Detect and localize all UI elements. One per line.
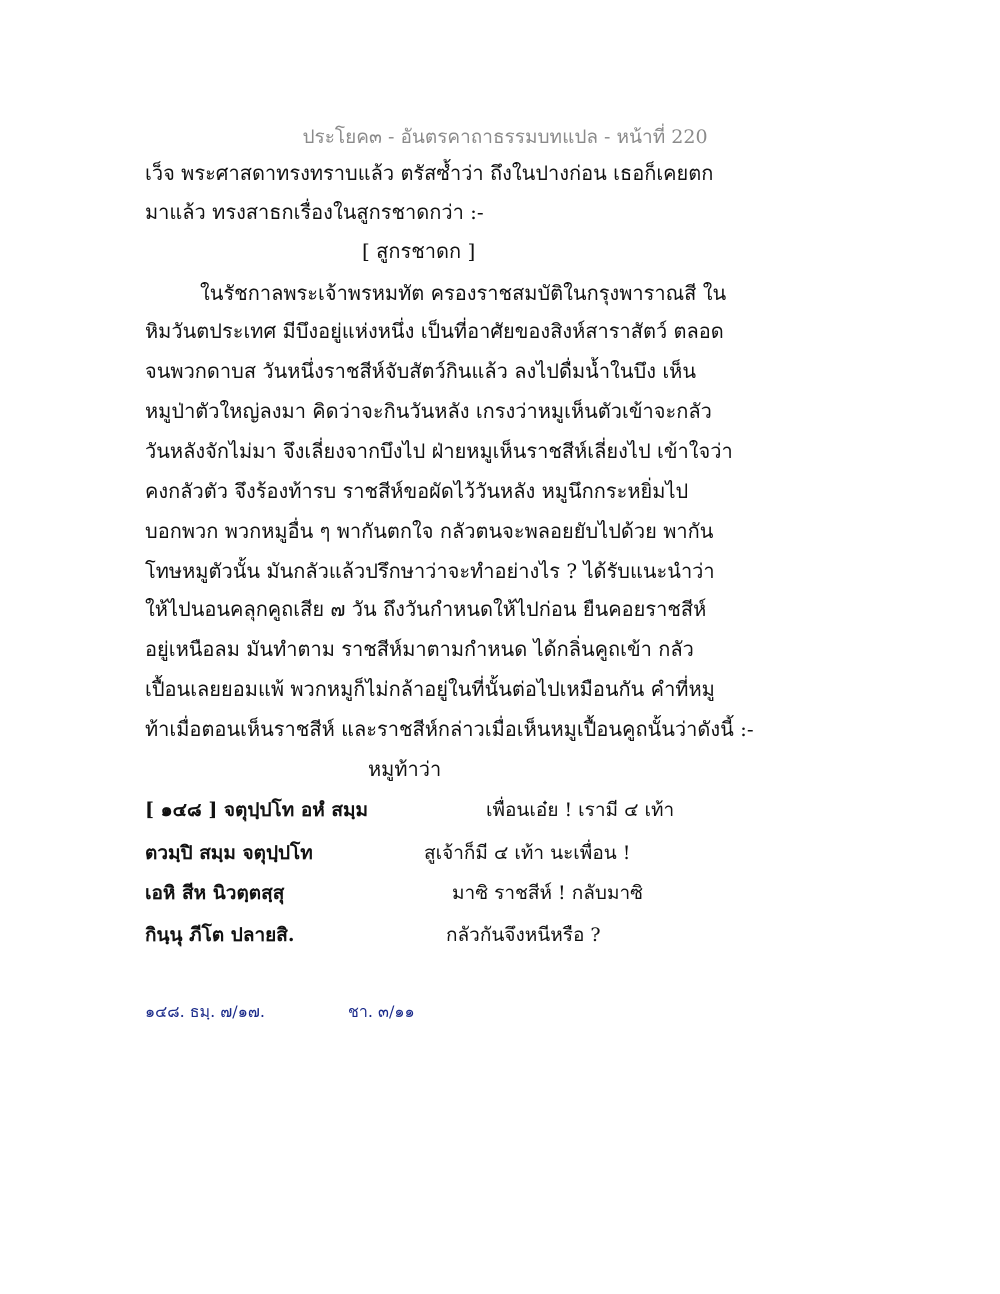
body-line: บอกพวก พวกหมูอื่น ๆ พากันตกใจ กลัวตนจะพลอยยับไปด้วย พากัน bbox=[145, 519, 714, 543]
body-line: ให้ไปนอนคลุกคูถเสีย ๗ วัน ถึงวันกำหนดให้ไปก่อน ยืนคอยราชสีห์ bbox=[145, 597, 707, 621]
body-line: เปื้อนเลยยอมแพ้ พวกหมูก็ไม่กล้าอยู่ในที่นั้นต่อไปเหมือนกัน คำที่หมู bbox=[145, 677, 715, 701]
intro-line: เว็จ พระศาสดาทรงทราบแล้ว ตรัสซ้ำว่า ถึงในปางก่อน เธอก็เคยตก bbox=[145, 161, 714, 185]
page-header: ประโยค๓ - อันตรคาถาธรรมบทแปล - หน้าที่ 220 bbox=[302, 126, 708, 148]
intro-line: มาแล้ว ทรงสาธกเรื่องในสูกรชาดกว่า :- bbox=[145, 200, 484, 224]
verse-pali: กินฺนุ ภีโต ปลายสิ. bbox=[145, 924, 295, 946]
verse-translation: สูเจ้าก็มี ๔ เท้า นะเพื่อน ! bbox=[424, 842, 631, 864]
verse-translation: กลัวกันจึงหนีหรือ ? bbox=[446, 924, 601, 946]
verse-translation: มาซิ ราชสีห์ ! กลับมาซิ bbox=[452, 882, 644, 904]
body-line: ท้าเมื่อตอนเห็นราชสีห์ และราชสีห์กล่าวเมื่อเห็นหมูเปื้อนคูถนั้นว่าดังนี้ :- bbox=[145, 717, 754, 741]
verse-pali: ตวมฺปิ สมฺม จตุปฺปโท bbox=[145, 842, 313, 864]
story-title: [ สูกรชาดก ] bbox=[362, 239, 476, 263]
verse-heading: หมูท้าว่า bbox=[368, 757, 442, 781]
footnote-reference: ชา. ๓/๑๑ bbox=[348, 1002, 415, 1021]
footnote-reference: ๑๔๘. ธมฺ. ๗/๑๗. bbox=[145, 1002, 265, 1021]
body-line: คงกลัวตัว จึงร้องท้ารบ ราชสีห์ขอผัดไว้วันหลัง หมูนึกกระหยิ่มไป bbox=[145, 479, 689, 503]
body-line: อยู่เหนือลม มันทำตาม ราชสีห์มาตามกำหนด ได้กลิ่นคูถเข้า กลัว bbox=[145, 637, 694, 661]
body-line: โทษหมูตัวนั้น มันกลัวแล้วปรึกษาว่าจะทำอย่างไร ? ได้รับแนะนำว่า bbox=[145, 559, 715, 583]
verse-translation: เพื่อนเอ๋ย ! เรามี ๔ เท้า bbox=[486, 799, 675, 821]
verse-pali: เอหิ สีห นิวตฺตสฺสุ bbox=[145, 882, 285, 904]
body-line: หมูป่าตัวใหญ่ลงมา คิดว่าจะกินวันหลัง เกรงว่าหมูเห็นตัวเข้าจะกลัว bbox=[145, 399, 712, 423]
verse-pali: [ ๑๔๘ ] จตุปฺปโท อหํ สมฺม bbox=[145, 799, 369, 821]
body-line: จนพวกดาบส วันหนึ่งราชสีห์จับสัตว์กินแล้ว ลงไปดื่มน้ำในบึง เห็น bbox=[145, 359, 697, 383]
body-line: ในรัชกาลพระเจ้าพรหมทัต ครองราชสมบัติในกรุงพาราณสี ใน bbox=[200, 281, 727, 305]
body-line: วันหลังจักไม่มา จึงเลี่ยงจากบึงไป ฝ่ายหมูเห็นราชสีห์เลี่ยงไป เข้าใจว่า bbox=[145, 439, 733, 463]
body-line: หิมวันตประเทศ มีบึงอยู่แห่งหนึ่ง เป็นที่อาศัยของสิงห์สาราสัตว์ ตลอด bbox=[145, 319, 724, 343]
